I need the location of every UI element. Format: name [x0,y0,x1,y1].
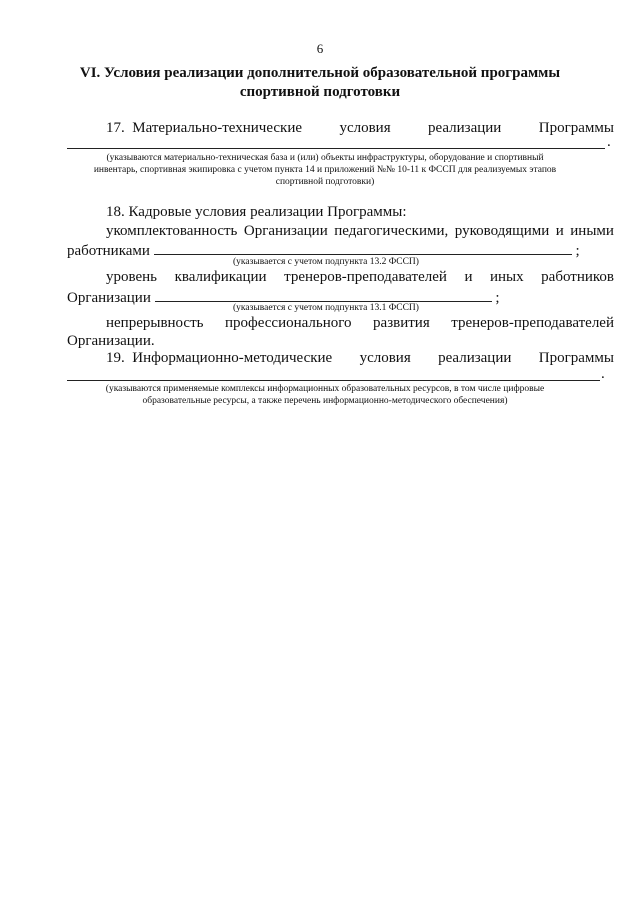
section-title-line-1: VI. Условия реализации дополнительной образовательной программы [79,65,561,81]
section-title [60,64,580,102]
item17-first: 17. Материально-технические [106,120,303,136]
item18-staffing-cont: работниками ; [67,240,580,261]
item17-blank-line [67,148,605,149]
page-number: 6 [316,41,324,56]
item19-line: 19. Информационно-методические условия реализации Программы [106,350,614,366]
item17-line [106,119,614,138]
item18-qual-line: уровень квалификации тренеров-преподавателей и иных работников [106,269,614,285]
item19-first: 19. Информационно-методические [106,350,333,366]
item18-qual-note: (указывается с учетом подпункта 13.1 ФССП) [233,303,419,313]
item17-word: реализации [428,120,502,136]
item17-end-mark: . [607,134,611,150]
item17-word: Программы [538,120,614,136]
item18-staffing-line: укомплектованность Организации педагогическими, руководящими и иными [106,223,614,239]
item19-note: (указываются применяемые комплексы информационных образовательных ресурсов, в том числе цифровые образовательные ресурсы, а также перечень информационно-методического обеспечения) [105,384,545,406]
section-title-line-2: спортивной подготовки [239,84,401,100]
item18-dev-cont: Организации. [67,333,155,349]
item17-note: (указываются материально-техническая база и (или) объекты инфраструктуры, оборудование и спортивный инвентарь, спортивная экипировка с учетом пункта 14 и приложений №№ 10-11 к ФССП для реализуемых этапов спортивной подготовки) [93,153,557,187]
staffing-blank [154,240,572,255]
item18-qual-cont: Организации ; [67,287,500,308]
item18-staffing-note: (указывается с учетом подпункта 13.2 ФССП) [233,257,419,267]
item18-dev-line: непрерывность профессионального развития тренеров-преподавателей [106,315,614,331]
item18-title: 18. Кадровые условия реализации Программы: [106,204,407,220]
item19-end-mark: . [601,366,605,382]
qual-blank [155,287,492,302]
item17-word: условия [339,120,391,136]
item19-blank-line [67,380,600,381]
